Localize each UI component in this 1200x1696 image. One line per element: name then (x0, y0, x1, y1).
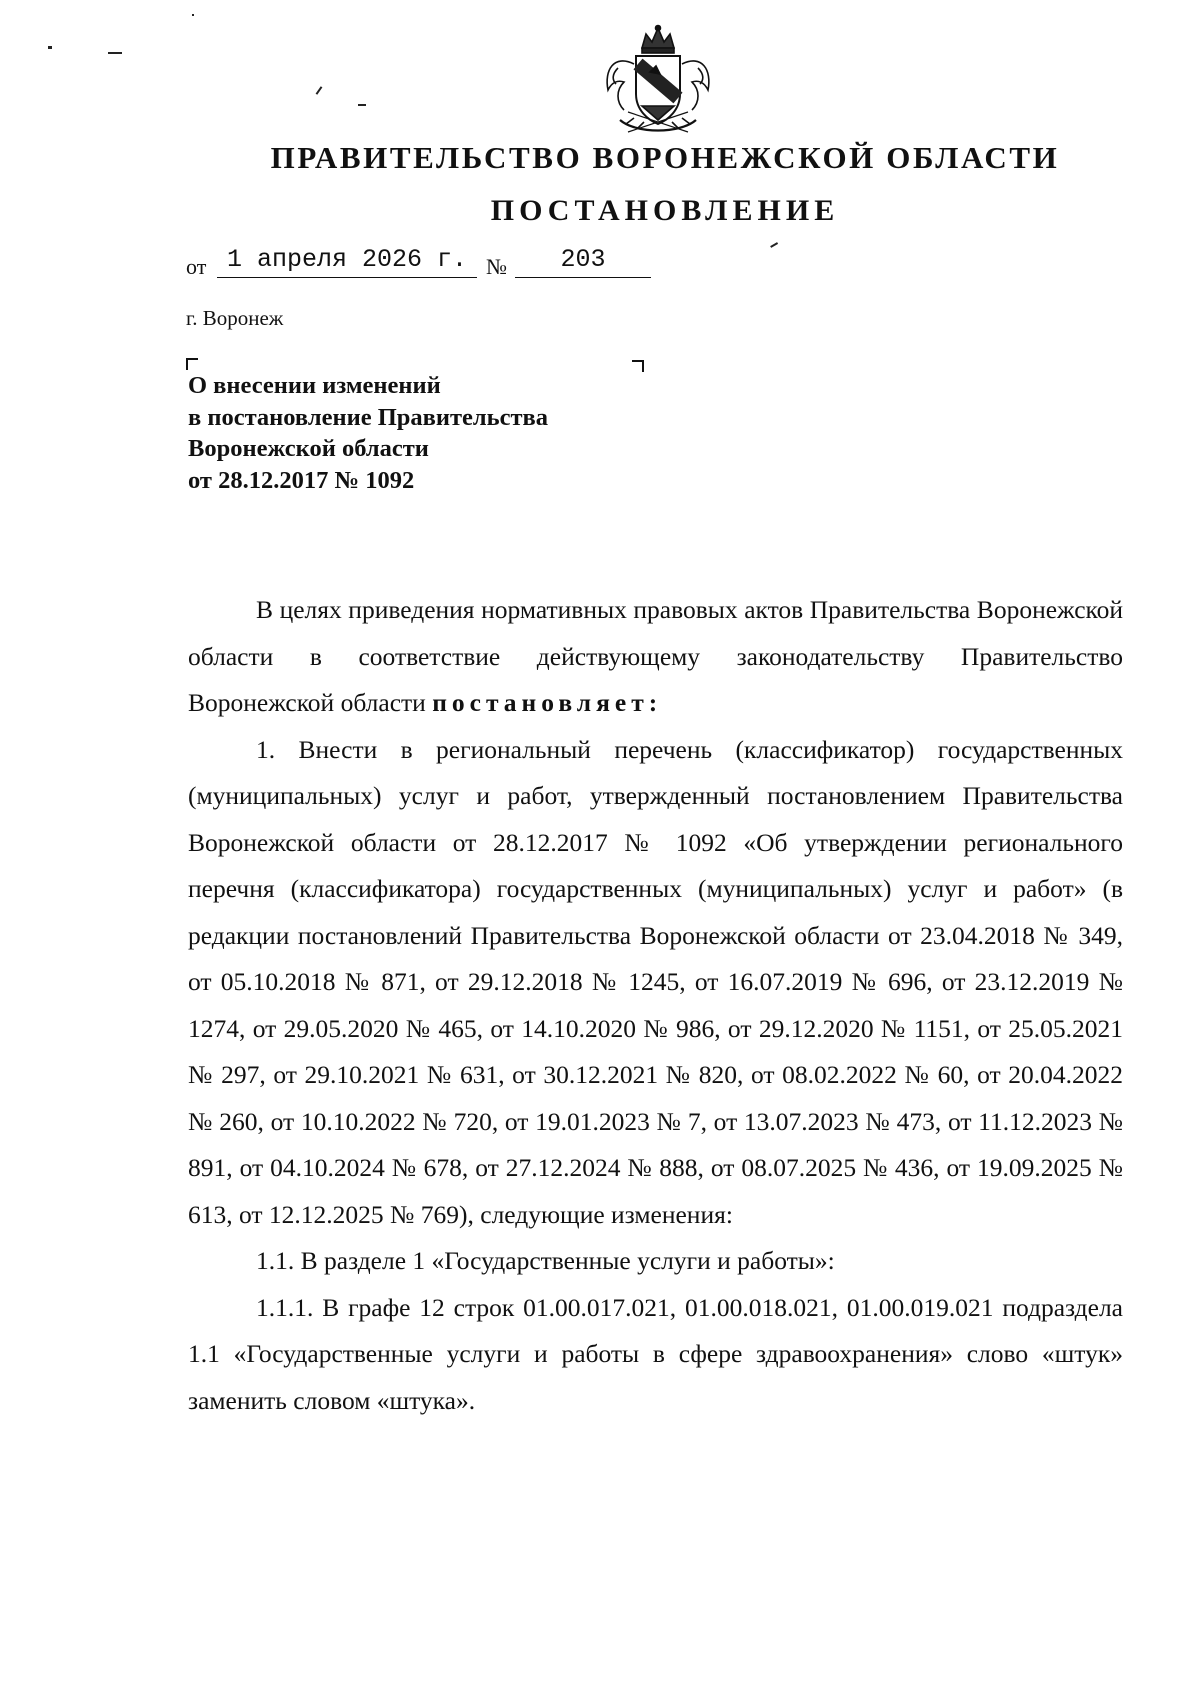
clause-1-1-paragraph: 1.1. В разделе 1 «Государственные услуги и работы»: (256, 1246, 835, 1275)
preamble-paragraph (188, 587, 1123, 727)
date-label: от (186, 254, 207, 279)
date-number-row (186, 240, 656, 284)
document-body (188, 587, 1123, 1424)
subject-line: Воронежской области (188, 435, 429, 462)
organization-title: ПРАВИТЕЛЬСТВО ВОРОНЕЖСКОЙ ОБЛАСТИ (270, 140, 1060, 175)
document-type-title: ПОСТАНОВЛЕНИЕ (490, 194, 840, 227)
clause-1-1-1-paragraph: 1.1.1. В графе 12 строк 01.00.017.021, 01.00.018.021, 01.00.019.021 подраздела 1.1 «Государственные услуги и работы в сфере здравоохранения» слово «штук» заменить словом «штука». (188, 1292, 1123, 1415)
city-name: г. Воронеж (186, 306, 284, 330)
subject-line: от 28.12.2017 № 1092 (188, 466, 415, 494)
subject-line: О внесении изменений (188, 372, 441, 399)
voronezh-coat-of-arms-emblem (598, 24, 718, 140)
document-number: 203 (515, 247, 651, 278)
document-subject (188, 370, 548, 496)
preamble-text: В целях приведения нормативных правовых актов Правительства Воронежской области в соответствие действующему законодательству Правительство Воронежской области (188, 595, 1123, 717)
number-label: № (486, 254, 507, 279)
subject-line: в постановление Правительства (188, 403, 548, 431)
document-date: 1 апреля 2026 г. (217, 247, 477, 278)
clause-1-paragraph: 1. Внести в региональный перечень (классификатор) государственных (муниципальных) услуг и работ, утвержденный постановлением Правительства Воронежской области от 28.12.2017 № 1092 «Об утверждении регионального перечня (классификатора) государственных (муниципальных) услуг и работ» (в редакции постановлений Правительства Воронежской области от 23.04.2018 № 349, от 05.10.2018 № 871, от 29.12.2018 № 1245, от 16.07.2019 № 696, от 23.12.2019 № 1274, от 29.05.2020 № 465, от 14.10.2020 № 986, от 29.12.2020 № 1151, от 25.05.2021 № 297, от 29.10.2021 № 631, от 30.12.2021 № 820, от 08.02.2022 № 60, от 20.04.2022 № 260, от 10.10.2022 № 720, от 19.01.2023 № 7, от 13.07.2023 № 473, от 11.12.2023 № 891, от 04.10.2024 № 678, от 27.12.2024 № 888, от 08.07.2025 № 436, от 19.09.2025 № 613, от 12.12.2025 № 769), следующие изменения: (188, 734, 1123, 1229)
resolves-keyword: постановляет: (432, 688, 663, 717)
subject-corner-mark-right (632, 360, 644, 372)
subject-corner-mark-left (186, 358, 198, 370)
